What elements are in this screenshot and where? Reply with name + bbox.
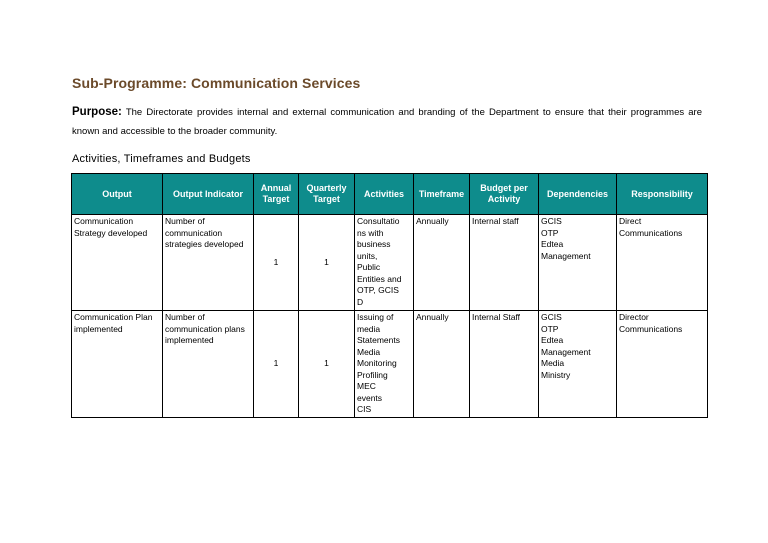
header-timeframe: Timeframe (414, 174, 470, 215)
cell-line: Statements (357, 335, 400, 345)
header-annual-target: Annual Target (254, 174, 299, 215)
cell-indicator (163, 311, 254, 418)
cell-activities (355, 311, 414, 418)
cell-annual-target: 1 (254, 311, 299, 418)
cell-output (72, 215, 163, 311)
cell-line: Director (619, 312, 649, 322)
cell-line: Communication Plan (74, 312, 153, 322)
cell-responsibility (617, 311, 708, 418)
cell-line: events (357, 392, 383, 403)
table-header-row (72, 174, 708, 215)
cell-budget: Internal Staff (470, 311, 539, 418)
cell-line: Communications (619, 323, 683, 334)
cell-responsibility (617, 215, 708, 311)
cell-line: Consultatio (357, 216, 400, 226)
cell-output (72, 311, 163, 418)
cell-line: Public (357, 262, 381, 272)
header-responsibility: Responsibility (617, 174, 708, 215)
section-subheading: Activities, Timeframes and Budgets (72, 153, 251, 165)
cell-quarterly-target: 1 (299, 215, 355, 311)
cell-line: implemented (165, 335, 214, 345)
cell-dependencies (539, 311, 617, 418)
cell-line: CIS (357, 404, 372, 414)
activities-table (71, 173, 708, 418)
cell-line: communication plans (165, 323, 245, 334)
purpose-label: Purpose: (72, 106, 122, 118)
cell-line: communication (165, 227, 223, 238)
header-budget: Budget per Activity (470, 174, 539, 215)
cell-line: Media (541, 358, 565, 368)
header-output: Output (72, 174, 163, 215)
cell-annual-target: 1 (254, 215, 299, 311)
cell-line: Number of (165, 312, 205, 322)
page-title: Sub-Programme: Communication Services (72, 75, 361, 91)
cell-budget: Internal staff (470, 215, 539, 311)
cell-line: Monitoring (357, 358, 397, 368)
cell-dependencies (539, 215, 617, 311)
cell-line: Edtea (541, 239, 564, 249)
cell-line: GCIS (541, 216, 562, 226)
cell-line: OTP (541, 227, 559, 238)
table-row (72, 311, 708, 418)
cell-timeframe: Annually (414, 311, 470, 418)
cell-line: media (357, 323, 381, 334)
cell-line: strategies developed (165, 239, 244, 249)
header-output-indicator: Output Indicator (163, 174, 254, 215)
cell-line: implemented (74, 323, 123, 334)
header-dependencies: Dependencies (539, 174, 617, 215)
cell-indicator (163, 215, 254, 311)
cell-line: Strategy developed (74, 227, 148, 238)
cell-line: MEC (357, 381, 376, 391)
cell-line: Ministry (541, 369, 571, 380)
header-activities: Activities (355, 174, 414, 215)
cell-line: Edtea (541, 335, 564, 345)
cell-line: Management (541, 346, 591, 357)
purpose-paragraph (72, 103, 702, 141)
cell-line: Issuing of (357, 312, 394, 322)
purpose-text: The Directorate provides internal and external communication and branding of the Department to ensure that their programmes are known and accessible to the broader community. (72, 107, 702, 137)
cell-line: D (357, 296, 364, 307)
cell-quarterly-target: 1 (299, 311, 355, 418)
cell-line: GCIS (541, 312, 562, 322)
header-quarterly-target: Quarterly Target (299, 174, 355, 215)
cell-line: OTP, GCIS (357, 285, 399, 295)
cell-line: business (357, 239, 391, 249)
cell-timeframe: Annually (414, 215, 470, 311)
table-row (72, 215, 708, 311)
cell-line: Communication (74, 216, 134, 226)
cell-line: Entities and (357, 273, 402, 284)
cell-activities (355, 215, 414, 311)
cell-line: OTP (541, 323, 559, 334)
cell-line: ns with (357, 227, 384, 238)
cell-line: Communications (619, 227, 683, 238)
cell-line: Media (357, 346, 381, 357)
cell-line: Number of (165, 216, 205, 226)
cell-line: Profiling (357, 369, 388, 380)
cell-line: Management (541, 250, 591, 261)
cell-line: units, (357, 250, 378, 261)
cell-line: Direct (619, 216, 642, 226)
